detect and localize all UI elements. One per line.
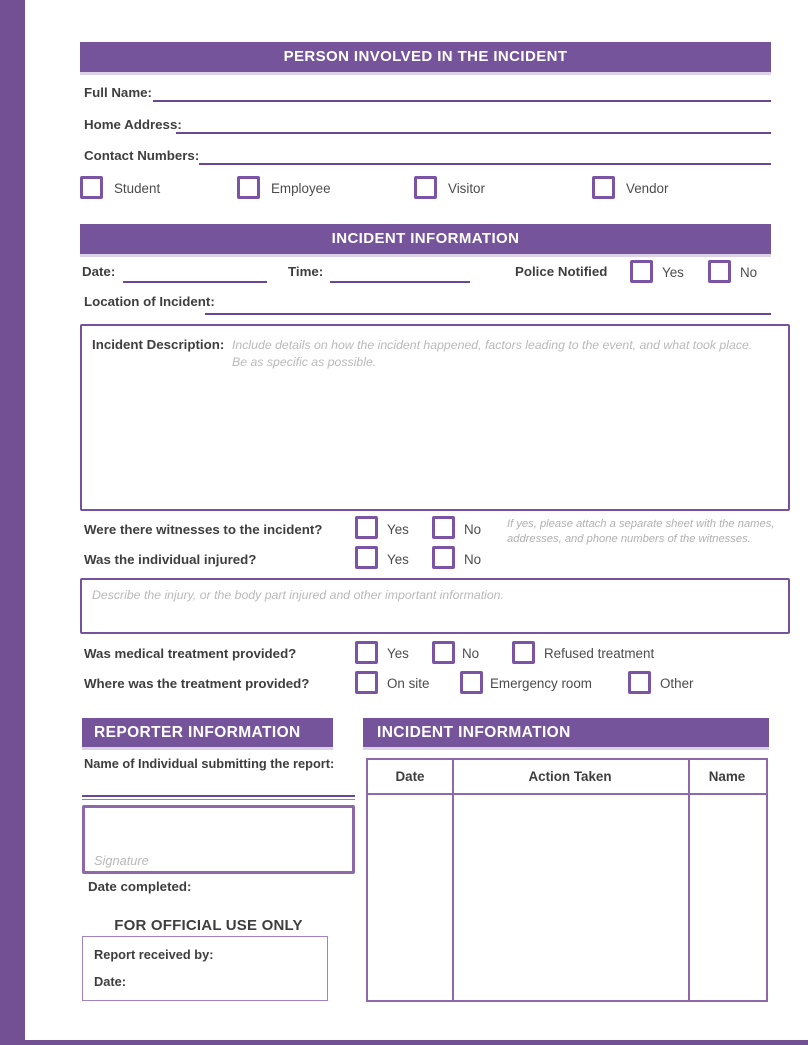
actions-col-date: Date [395,769,425,784]
date-completed-label: Date completed: [88,879,192,894]
incident-description-textarea[interactable] [80,324,790,511]
actions-section-title: INCIDENT INFORMATION [377,724,571,741]
witnesses-question-label: Were there witnesses to the incident? [84,522,323,537]
treatment-question-label: Where was the treatment provided? [84,676,310,691]
vendor-label: Vendor [626,181,669,196]
emergency-room-checkbox[interactable] [460,671,483,694]
other-treatment-checkbox[interactable] [628,671,651,694]
incident-section-header [80,224,771,257]
actions-table-header-divider [368,793,766,795]
visitor-checkbox[interactable] [414,176,437,199]
left-accent-strip [0,0,25,1045]
official-date-label: Date: [94,974,126,989]
date-input-line[interactable] [123,281,267,283]
contact-numbers-label: Contact Numbers: [84,148,200,163]
injured-no-checkbox[interactable] [432,546,455,569]
incident-description-placeholder-line2: Be as specific as possible. [232,355,377,369]
witnesses-no-checkbox[interactable] [432,516,455,539]
employee-label: Employee [271,181,331,196]
employee-checkbox[interactable] [237,176,260,199]
police-no-label: No [740,265,758,280]
medical-no-checkbox[interactable] [432,641,455,664]
actions-table-col-divider-2 [688,760,690,1000]
visitor-label: Visitor [448,181,485,196]
date-label: Date: [82,264,116,279]
actions-col-name: Name [708,769,746,784]
injured-no-label: No [464,552,482,567]
injured-yes-label: Yes [387,552,409,567]
time-input-line[interactable] [330,281,470,283]
refused-treatment-label: Refused treatment [544,646,655,661]
official-use-title: FOR OFFICIAL USE ONLY [114,917,303,934]
actions-table-col-divider-1 [452,760,454,1000]
official-use-box[interactable] [82,936,328,1001]
witnesses-no-label: No [464,522,482,537]
actions-section-header [363,718,769,750]
medical-no-label: No [462,646,480,661]
incident-section-title: INCIDENT INFORMATION [331,230,520,247]
student-checkbox[interactable] [80,176,103,199]
actions-table[interactable] [366,758,768,1002]
student-label: Student [114,181,161,196]
time-label: Time: [288,264,324,279]
police-no-checkbox[interactable] [708,260,731,283]
full-name-input-line[interactable] [153,100,771,102]
report-received-label: Report received by: [94,947,214,962]
witness-note-line1: If yes, please attach a separate sheet with the names, [507,518,775,530]
other-treatment-label: Other [660,676,694,691]
reporter-name-label: Name of Individual submitting the report: [84,756,335,771]
person-section-title: PERSON INVOLVED IN THE INCIDENT [283,48,568,65]
full-name-label: Full Name: [84,85,152,100]
incident-description-placeholder-line1: Include details on how the incident happened, factors leading to the event, and what took place. [232,338,753,352]
person-section-header [80,42,771,75]
medical-yes-checkbox[interactable] [355,641,378,664]
reporter-section-header [82,718,333,750]
onsite-checkbox[interactable] [355,671,378,694]
vendor-checkbox[interactable] [592,176,615,199]
incident-description-label: Incident Description: [92,337,225,352]
onsite-label: On site [387,676,430,691]
refused-treatment-checkbox[interactable] [512,641,535,664]
witnesses-yes-label: Yes [387,522,409,537]
police-yes-checkbox[interactable] [630,260,653,283]
police-notified-label: Police Notified [515,264,608,279]
home-address-label: Home Address: [84,117,182,132]
police-yes-label: Yes [662,265,684,280]
location-label: Location of Incident: [84,294,215,309]
actions-col-action-taken: Action Taken [528,769,612,784]
injured-yes-checkbox[interactable] [355,546,378,569]
injured-question-label: Was the individual injured? [84,552,257,567]
location-input-line[interactable] [205,313,771,315]
injury-description-placeholder: Describe the injury, or the body part injured and other important information. [92,588,504,602]
medical-question-label: Was medical treatment provided? [84,646,297,661]
bottom-accent-strip [0,1040,808,1045]
emergency-room-label: Emergency room [490,676,592,691]
reporter-section-title: REPORTER INFORMATION [94,724,301,741]
contact-numbers-input-line[interactable] [199,163,771,165]
witness-note-line2: addresses, and phone numbers of the witnesses. [507,533,751,545]
home-address-input-line[interactable] [176,132,771,134]
medical-yes-label: Yes [387,646,409,661]
signature-placeholder: Signature [94,853,149,868]
injury-description-textarea[interactable] [80,578,790,634]
witnesses-yes-checkbox[interactable] [355,516,378,539]
reporter-name-input-line[interactable] [82,795,355,800]
